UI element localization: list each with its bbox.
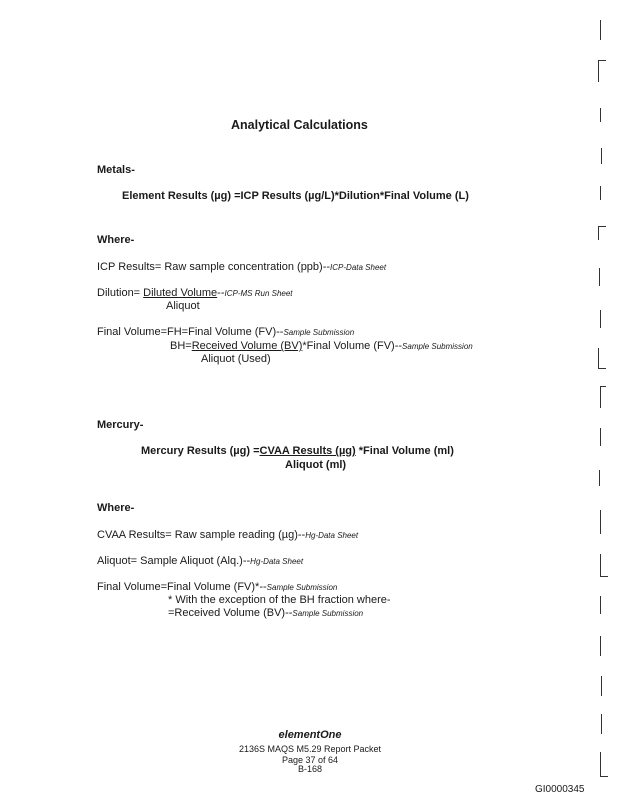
footer-bates-number: B-168 xyxy=(297,764,323,774)
document-id: GI0000345 xyxy=(535,784,585,795)
metals-heading: Metals- xyxy=(97,164,135,176)
final-volume-definition xyxy=(97,326,354,338)
mercury-heading: Mercury- xyxy=(97,419,144,431)
mercury-formula xyxy=(141,445,454,457)
mercury-where-heading: Where- xyxy=(97,502,135,514)
bh-exception-label: =Received Volume (BV)-- xyxy=(168,607,293,619)
bh-denominator: Aliquot (Used) xyxy=(201,353,271,365)
mercury-formula-prefix: Mercury Results (µg) = xyxy=(141,445,260,457)
metals-where-heading: Where- xyxy=(97,234,135,246)
bh-rest: *Final Volume (FV)-- xyxy=(302,340,403,352)
dilution-label: Dilution= xyxy=(97,287,144,299)
mercury-formula-denominator: Aliquot (ml) xyxy=(285,459,347,471)
aliquot-source: Hg-Data Sheet xyxy=(250,557,304,566)
footer-company-logo: elementOne xyxy=(278,729,342,741)
bh-exception-volume xyxy=(168,607,363,619)
icp-results-source: ICP-Data Sheet xyxy=(330,263,387,272)
bh-prefix: BH= xyxy=(170,340,192,352)
icp-results-definition xyxy=(97,261,386,273)
icp-results-label: ICP Results= Raw sample concentration (ppb)-- xyxy=(97,261,331,273)
dilution-source: ICP-MS Run Sheet xyxy=(224,289,293,298)
cvaa-results-definition xyxy=(97,529,358,541)
metals-formula: Element Results (µg) =ICP Results (µg/L)*Dilution*Final Volume (L) xyxy=(122,190,469,202)
aliquot-definition xyxy=(97,555,303,567)
bh-numerator: Received Volume (BV) xyxy=(191,340,303,352)
footer-page-number: Page 37 of 64 xyxy=(281,755,339,765)
bh-source: Sample Submission xyxy=(402,342,473,351)
final-volume-source: Sample Submission xyxy=(283,328,355,337)
final-volume-label: Final Volume=FH=Final Volume (FV)-- xyxy=(97,326,284,338)
dilution-separator: -- xyxy=(217,287,225,299)
mercury-final-volume-source: Sample Submission xyxy=(266,583,338,592)
mercury-final-volume-label: Final Volume=Final Volume (FV)*-- xyxy=(97,581,267,593)
bh-definition xyxy=(170,340,473,352)
page-title: Analytical Calculations xyxy=(231,118,368,132)
dilution-numerator: Diluted Volume xyxy=(143,287,218,299)
bh-exception-note: * With the exception of the BH fraction where- xyxy=(168,594,391,606)
mercury-formula-numerator: CVAA Results (µg) xyxy=(259,445,356,457)
aliquot-label: Aliquot= Sample Aliquot (Alq.)-- xyxy=(97,555,251,567)
cvaa-results-source: Hg-Data Sheet xyxy=(305,531,359,540)
cvaa-results-label: CVAA Results= Raw sample reading (µg)-- xyxy=(97,529,306,541)
dilution-denominator: Aliquot xyxy=(166,300,200,312)
mercury-formula-suffix: *Final Volume (ml) xyxy=(355,445,454,457)
mercury-final-volume-definition xyxy=(97,581,337,593)
dilution-definition xyxy=(97,287,293,299)
bh-exception-source: Sample Submission xyxy=(292,609,364,618)
footer-packet: 2136S MAQS M5.29 Report Packet xyxy=(238,744,382,754)
